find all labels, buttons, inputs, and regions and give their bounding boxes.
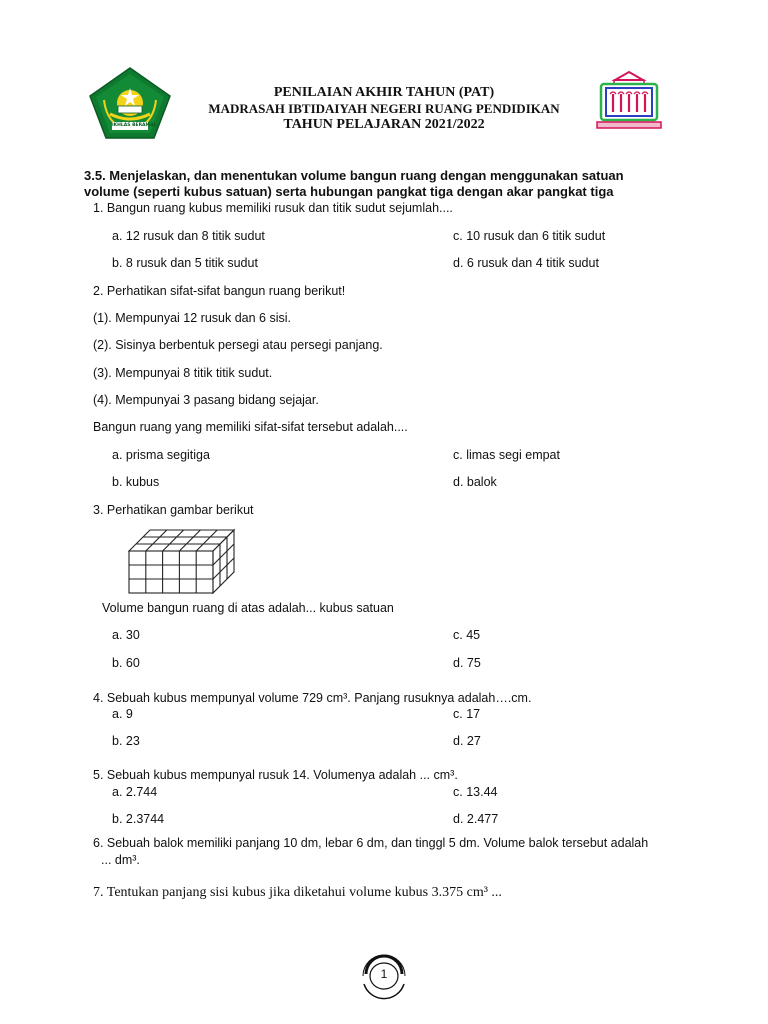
q5-option-c: c. 13.44 xyxy=(453,785,498,799)
q2-option-c: c. limas segi empat xyxy=(453,448,560,462)
q1-option-d: d. 6 rusuk dan 4 titik sudut xyxy=(453,256,599,270)
q3-option-d: d. 75 xyxy=(453,656,481,670)
page-number: 1 xyxy=(380,967,388,981)
q3-option-a: a. 30 xyxy=(112,628,140,642)
q5-option-d: d. 2.477 xyxy=(453,812,499,826)
competency-line-1: 3.5. Menjelaskan, dan menentukan volume bangun ruang dengan menggunakan satuan xyxy=(84,168,624,183)
kemenag-logo xyxy=(88,66,172,140)
question-3: 3. Perhatikan gambar berikut xyxy=(93,503,254,517)
q2-item-4: (4). Mempunyai 3 pasang bidang sejajar. xyxy=(93,393,319,407)
q5-option-a: a. 2.744 xyxy=(112,785,158,799)
q2-item-2: (2). Sisinya berbentuk persegi atau persegi panjang. xyxy=(93,338,383,352)
q2-question: Bangun ruang yang memiliki sifat-sifat tersebut adalah.... xyxy=(93,420,408,434)
q4-option-a: a. 9 xyxy=(112,707,133,721)
question-1: 1. Bangun ruang kubus memiliki rusuk dan titik sudut sejumlah.... xyxy=(93,201,453,215)
q2-option-b: b. kubus xyxy=(112,475,160,489)
q5-option-b: b. 2.3744 xyxy=(112,812,165,826)
q2-option-d: d. balok xyxy=(453,475,497,489)
unit-cube-figure xyxy=(126,527,236,597)
q1-option-a: a. 12 rusuk dan 8 titik sudut xyxy=(112,229,265,243)
question-4: 4. Sebuah kubus mempunyal volume 729 cm³. Panjang rusuknya adalah….cm. xyxy=(93,691,532,705)
question-5: 5. Sebuah kubus mempunyal rusuk 14. Volumenya adalah ... cm³. xyxy=(93,768,458,782)
school-building-logo xyxy=(596,70,662,136)
question-2: 2. Perhatikan sifat-sifat bangun ruang berikut! xyxy=(93,284,346,298)
question-7: 7. Tentukan panjang sisi kubus jika diketahui volume kubus 3.375 cm³ ... xyxy=(93,885,502,900)
q2-option-a: a. prisma segitiga xyxy=(112,448,210,462)
q3-question: Volume bangun ruang di atas adalah... kubus satuan xyxy=(102,601,394,615)
logo-left-text: IKHLAS BERAMAL xyxy=(112,123,157,128)
q1-option-b: b. 8 rusuk dan 5 titik sudut xyxy=(112,256,258,270)
q4-option-b: b. 23 xyxy=(112,734,140,748)
q3-option-b: b. 60 xyxy=(112,656,140,670)
question-6-line-2: ... dm³. xyxy=(101,853,140,867)
q4-option-d: d. 27 xyxy=(453,734,481,748)
q4-option-c: c. 17 xyxy=(453,707,481,721)
q2-item-1: (1). Mempunyai 12 rusuk dan 6 sisi. xyxy=(93,311,292,325)
q3-option-c: c. 45 xyxy=(453,628,481,642)
question-6-line-1: 6. Sebuah balok memiliki panjang 10 dm, lebar 6 dm, dan tinggl 5 dm. Volume balok tersebut adalah xyxy=(93,836,649,850)
q2-item-3: (3). Mempunyai 8 titik titik sudut. xyxy=(93,366,273,380)
competency-line-2: volume (seperti kubus satuan) serta hubungan pangkat tiga dengan akar pangkat tiga xyxy=(84,184,614,199)
header-title-3: TAHUN PELAJARAN 2021/2022 xyxy=(283,117,485,132)
header-title-2: MADRASAH IBTIDAIYAH NEGERI RUANG PENDIDIKAN xyxy=(208,101,560,116)
header-title-1: PENILAIAN AKHIR TAHUN (PAT) xyxy=(273,85,495,100)
q1-option-c: c. 10 rusuk dan 6 titik sudut xyxy=(453,229,606,243)
page-number-badge xyxy=(358,948,410,1000)
